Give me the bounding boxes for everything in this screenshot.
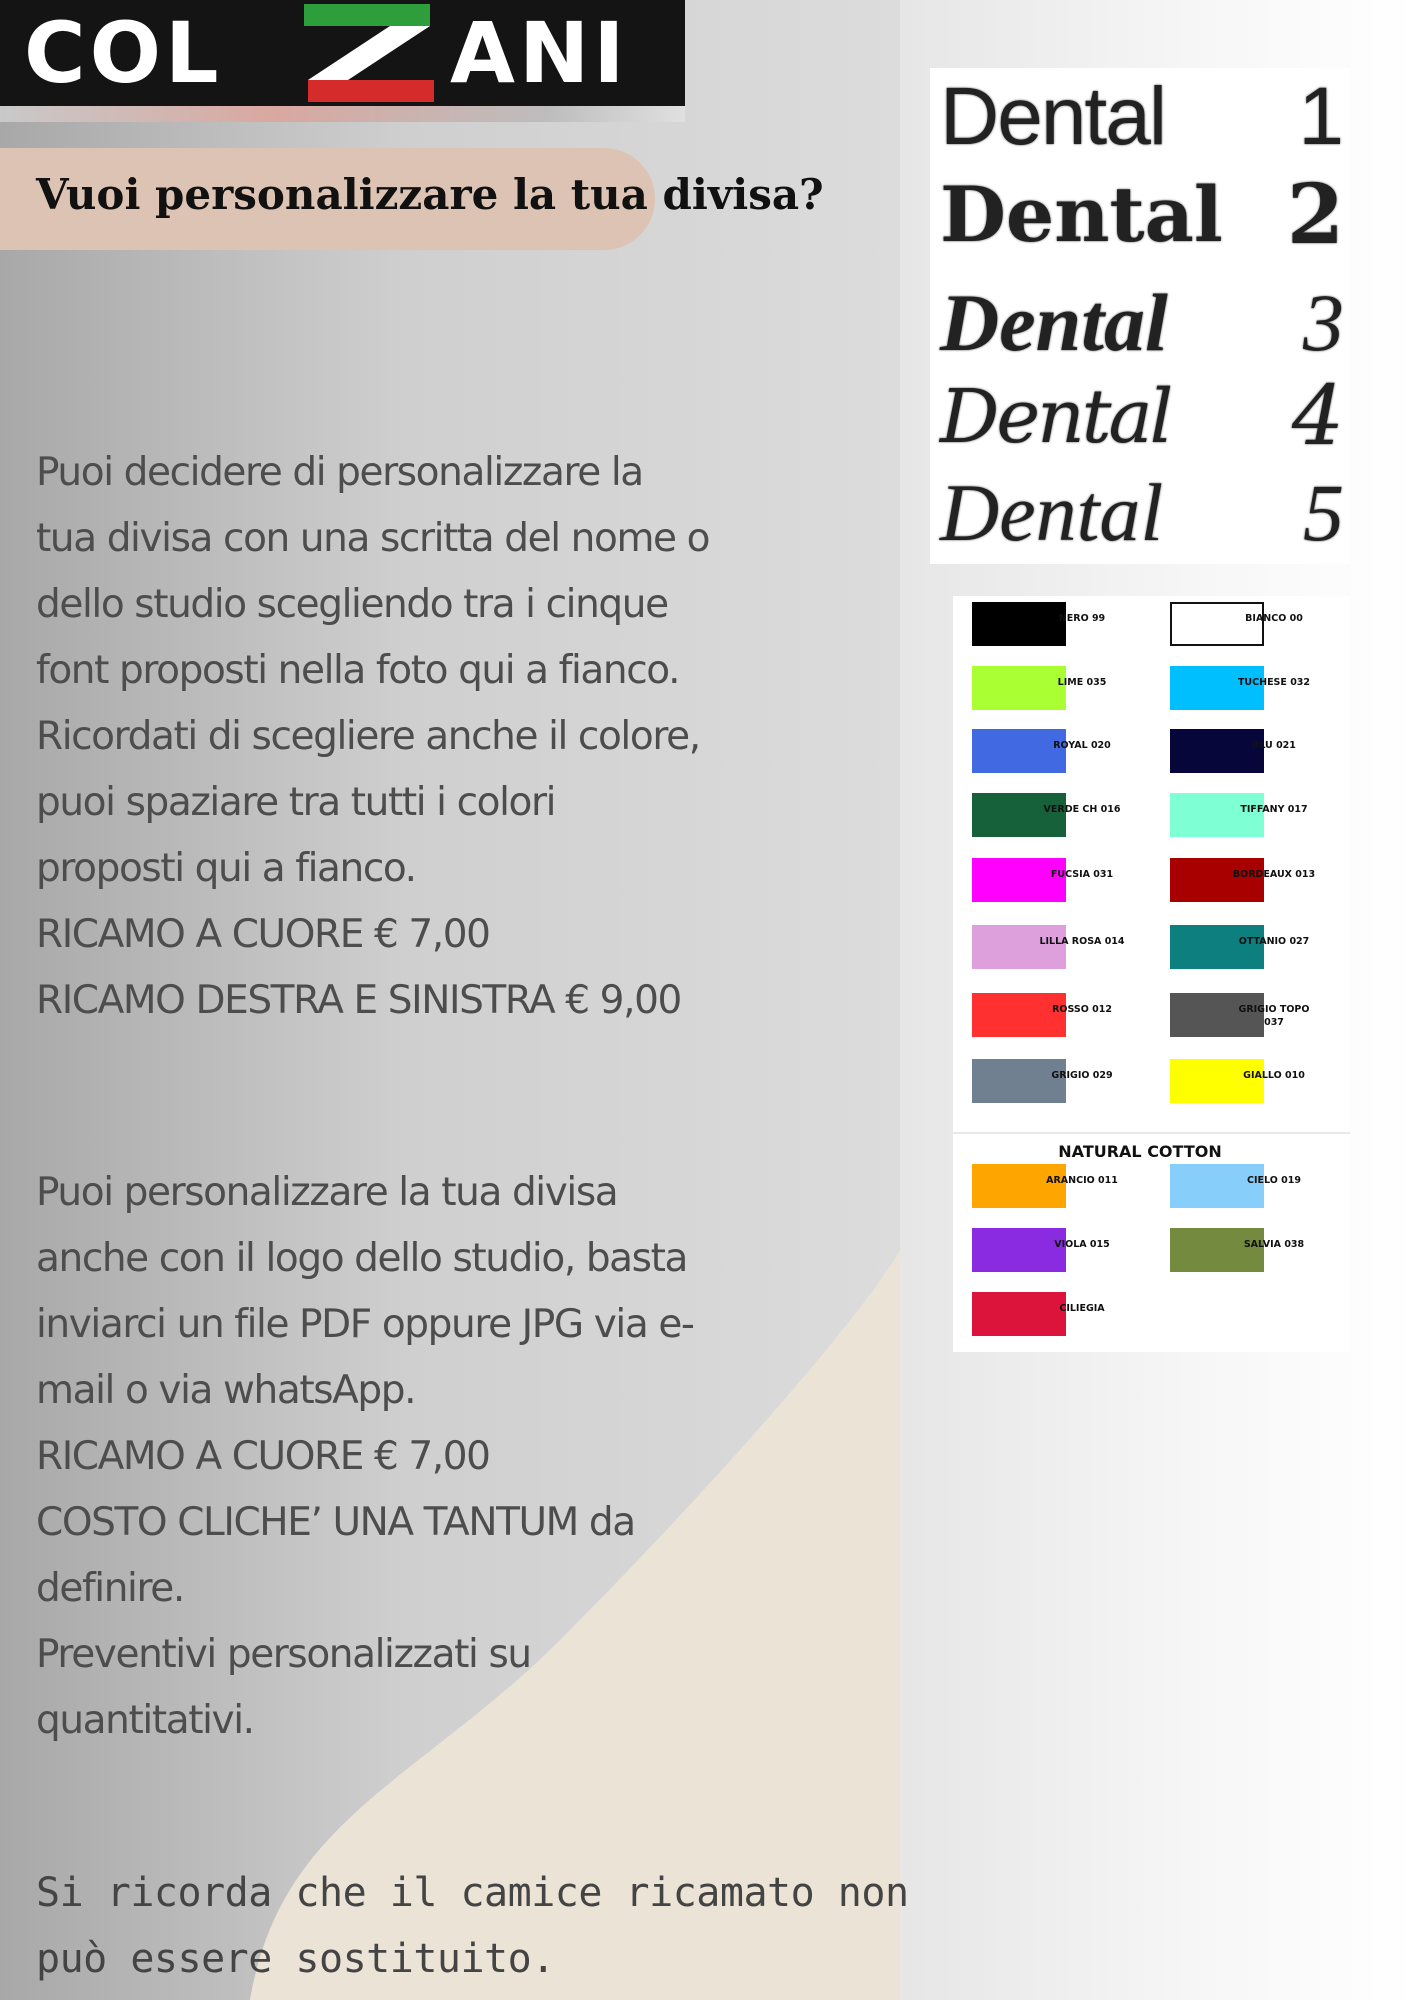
text-line: definire. (36, 1566, 184, 1611)
font-sample-3 (940, 277, 1350, 368)
font-sample-number: 3 (1303, 277, 1344, 368)
font-sample-text: Dental (940, 374, 1171, 460)
color-label: BORDEAUX 013 (1232, 869, 1316, 880)
text-line: Puoi decidere di personalizzare la (36, 450, 643, 495)
color-label: GIALLO 010 (1243, 1070, 1305, 1081)
color-label: VIOLA 015 (1054, 1239, 1110, 1250)
color-label: LIME 035 (1057, 677, 1107, 688)
font-sample-1 (940, 71, 1350, 162)
logo-flag-z (300, 4, 440, 104)
color-label: TIFFANY 017 (1240, 804, 1308, 815)
palette-divider (953, 1132, 1350, 1134)
color-label: TUCHESE 032 (1237, 677, 1311, 688)
color-label: GRIGIO TOPO 037 (1238, 1004, 1310, 1028)
text-line: dello studio scegliendo tra i cinque (36, 582, 668, 627)
text-line: tua divisa con una scritta del nome o (36, 516, 710, 561)
color-palette (953, 596, 1350, 1352)
logo-text-left: COL (24, 4, 223, 102)
logo-photo-strip (0, 106, 685, 122)
note-not-replaceable (36, 1860, 909, 1992)
color-label: BLU 021 (1252, 740, 1296, 751)
color-label: CILIEGIA (1059, 1303, 1105, 1314)
font-sample-text: Dental (940, 467, 1164, 558)
color-label: LILLA ROSA 014 (1039, 936, 1125, 947)
font-sample-text: Dental (940, 277, 1168, 368)
font-sample-number: 5 (1303, 467, 1344, 558)
text-line: può essere sostituito. (36, 1936, 555, 1982)
font-sample-4 (940, 369, 1350, 464)
font-sample-text: Dental (940, 170, 1223, 259)
text-line: quantitativi. (36, 1698, 254, 1743)
text-line: proposti qui a fianco. (36, 846, 416, 891)
color-label: VERDE CH 016 (1043, 804, 1121, 815)
color-label: NERO 99 (1058, 613, 1106, 624)
text-line: inviarci un file PDF oppure JPG via e- (36, 1302, 694, 1347)
text-line: COSTO CLICHE’ UNA TANTUM da (36, 1500, 635, 1545)
font-sample-5 (940, 467, 1350, 558)
font-sample-number: 1 (1298, 71, 1344, 162)
paragraph-logo (36, 1160, 694, 1754)
text-line: Puoi personalizzare la tua divisa (36, 1170, 618, 1215)
font-sample-number: 4 (1291, 369, 1344, 464)
text-line: Preventivi personalizzati su (36, 1632, 531, 1677)
font-samples-image (930, 68, 1350, 564)
text-line: Ricordati di scegliere anche il colore, (36, 714, 700, 759)
text-line: font proposti nella foto qui a fianco. (36, 648, 680, 693)
color-label: ROSSO 012 (1052, 1004, 1112, 1015)
font-sample-number: 2 (1286, 167, 1344, 263)
color-label: FUCSIA 031 (1050, 869, 1114, 880)
color-label: ROYAL 020 (1053, 740, 1111, 751)
natural-cotton-title: NATURAL COTTON (1058, 1142, 1222, 1161)
color-label: ARANCIO 011 (1046, 1175, 1118, 1186)
color-label: OTTANIO 027 (1238, 936, 1310, 947)
price-line: RICAMO A CUORE € 7,00 (36, 1434, 490, 1479)
color-label: CIELO 019 (1247, 1175, 1301, 1186)
color-label: SALVIA 038 (1243, 1239, 1305, 1250)
paragraph-lettering (36, 440, 709, 1034)
font-sample-2 (940, 167, 1350, 263)
logo-text-right: ANI (450, 4, 629, 102)
color-label: BIANCO 00 (1245, 613, 1303, 624)
text-line: Si ricorda che il camice ricamato non (36, 1870, 909, 1916)
font-sample-text: Dental (940, 71, 1166, 162)
price-line: RICAMO A CUORE € 7,00 (36, 912, 490, 957)
brand-logo (0, 0, 685, 106)
text-line: mail o via whatsApp. (36, 1368, 416, 1413)
page-title: Vuoi personalizzare la tua divisa? (36, 170, 824, 219)
price-line: RICAMO DESTRA E SINISTRA € 9,00 (36, 978, 681, 1023)
text-line: puoi spaziare tra tutti i colori (36, 780, 556, 825)
text-line: anche con il logo dello studio, basta (36, 1236, 687, 1281)
color-label: GRIGIO 029 (1051, 1070, 1113, 1081)
